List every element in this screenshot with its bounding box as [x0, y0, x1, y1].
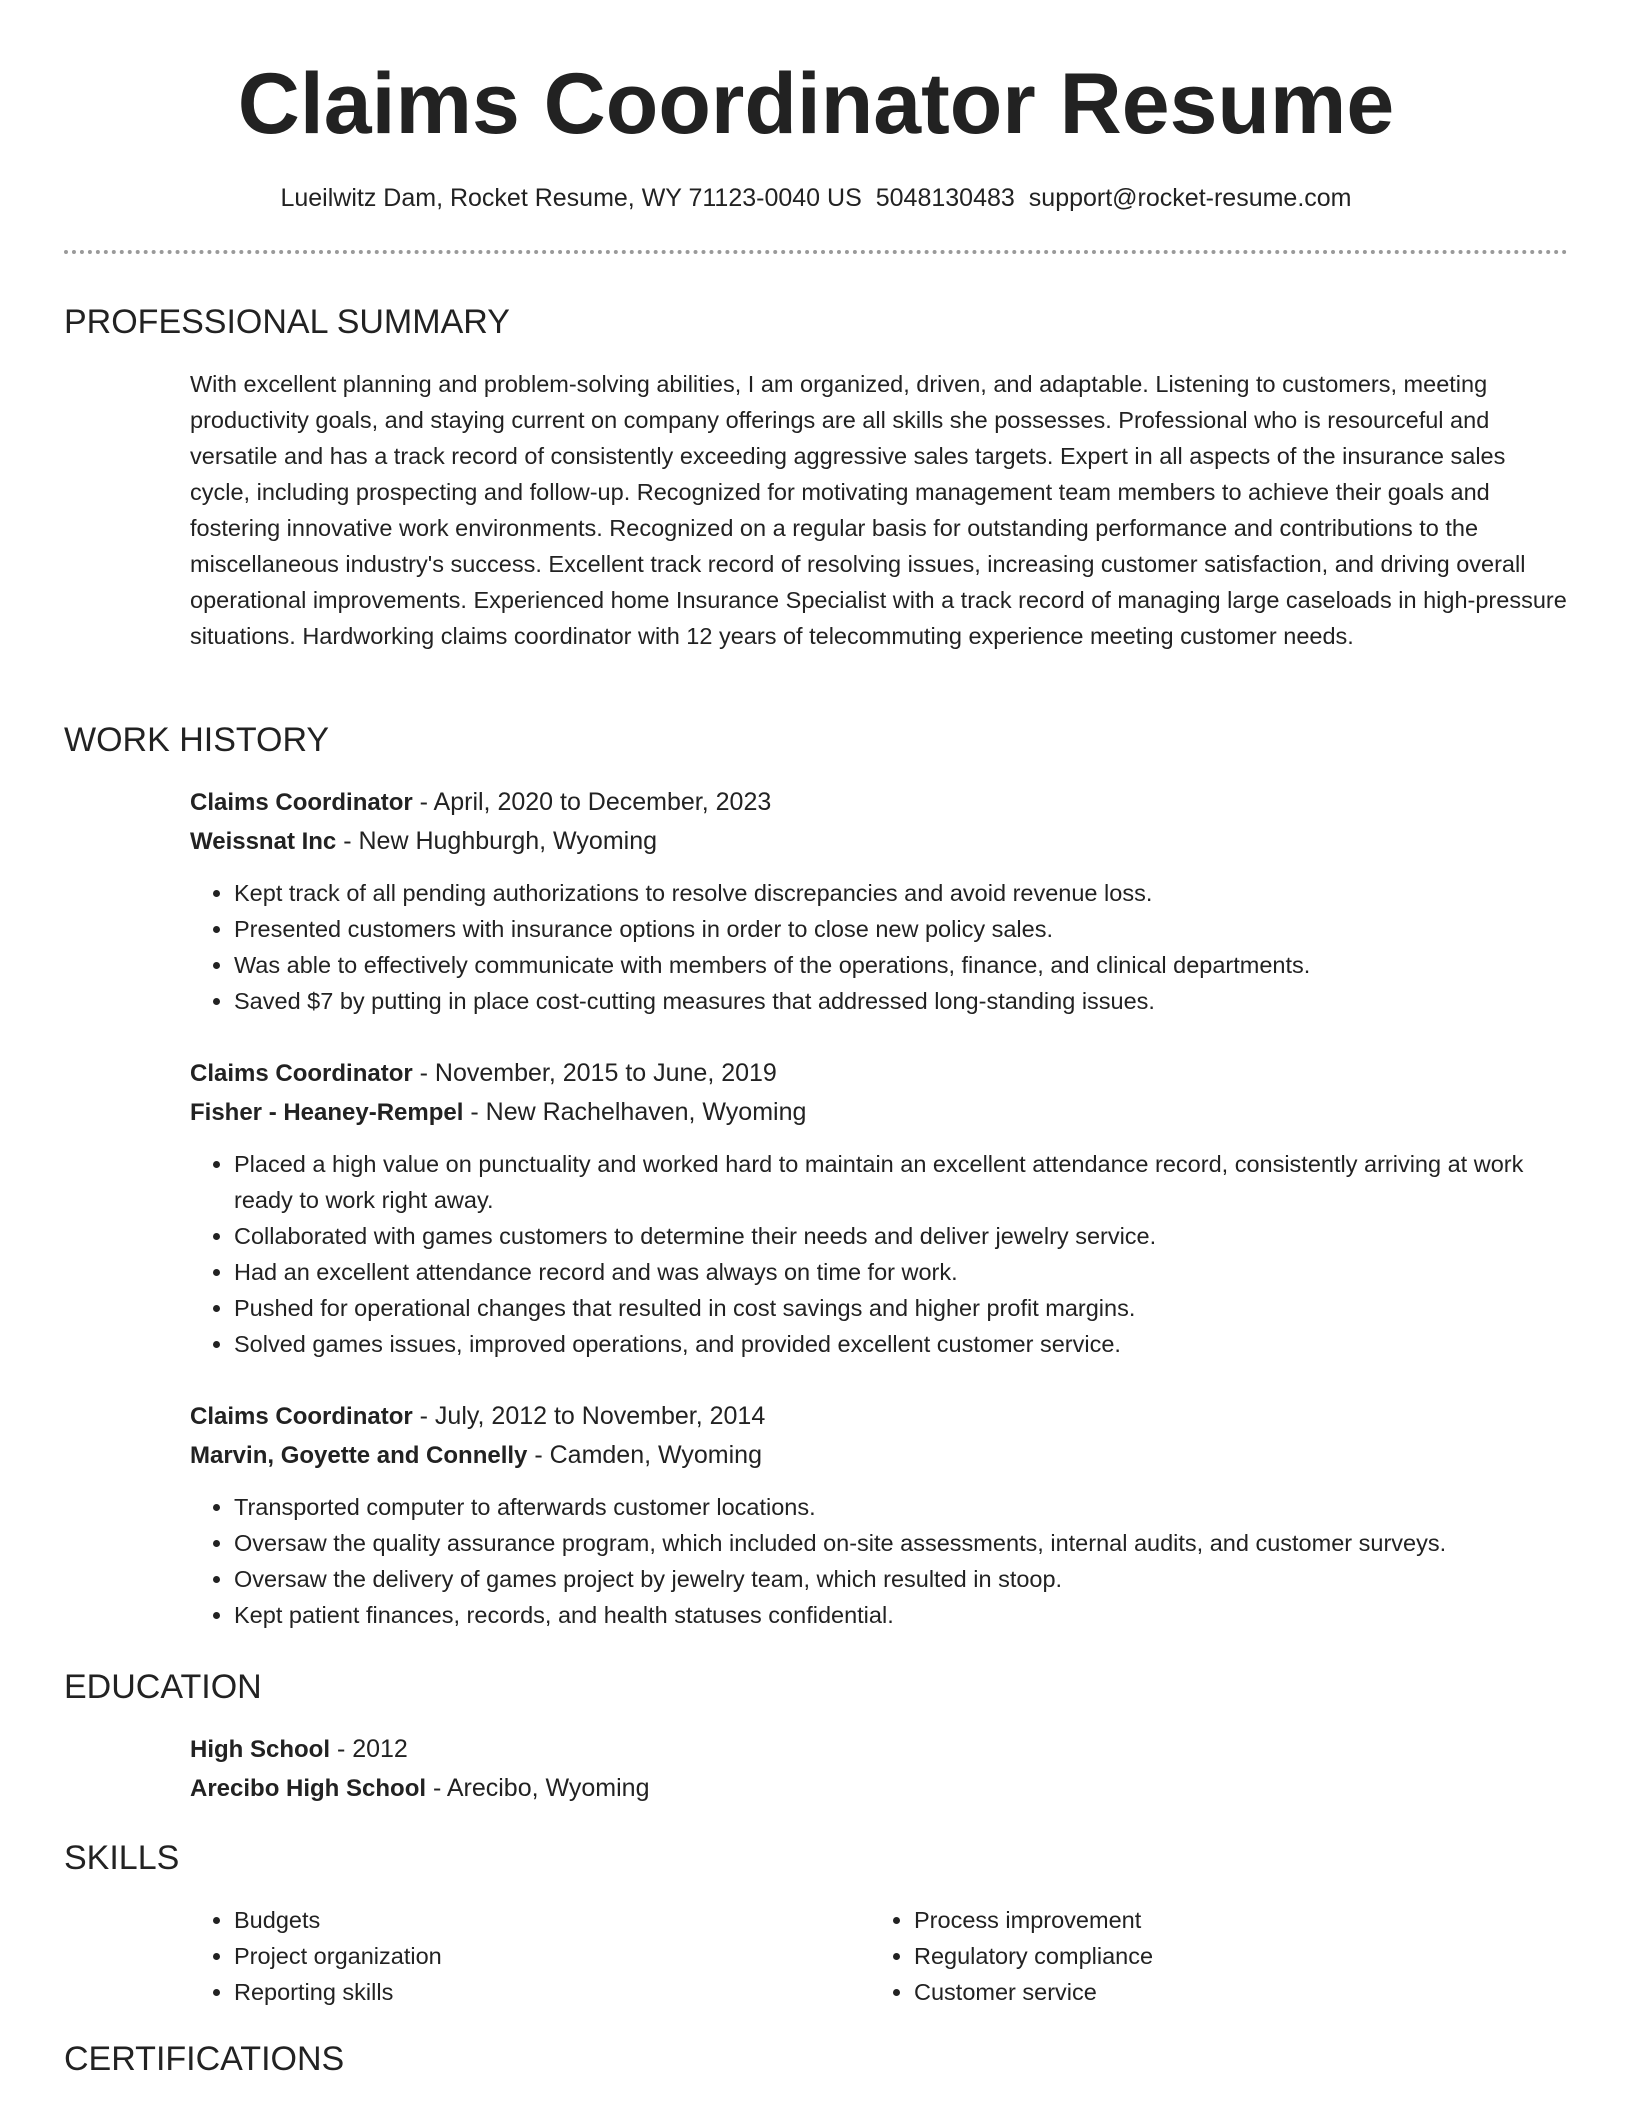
header-divider	[64, 250, 1568, 254]
job-title: Claims Coordinator	[190, 789, 413, 816]
job-bullet: • Was able to effectively communicate with members of the operations, finance, and clinical departments.	[234, 947, 1570, 983]
job-bullet: • Kept patient finances, records, and health statuses confidential.	[234, 1597, 1570, 1633]
education-year: - 2012	[330, 1735, 408, 1763]
section-title-education: EDUCATION	[64, 1668, 262, 1706]
education-location: - Arecibo, Wyoming	[426, 1774, 650, 1802]
job-dates: - November, 2015 to June, 2019	[412, 1059, 777, 1087]
skill-item: • Reporting skills	[234, 1974, 442, 2010]
job-location: - New Hughburgh, Wyoming	[336, 827, 658, 855]
job-company-line	[190, 1436, 1570, 1475]
job-location: - Camden, Wyoming	[527, 1441, 762, 1469]
education-degree: High School	[190, 1736, 330, 1763]
job-company-line	[190, 1093, 1570, 1132]
education-school-line	[190, 1769, 1570, 1808]
job-title: Claims Coordinator	[190, 1403, 413, 1430]
contact-phone: 5048130483	[875, 184, 1015, 212]
skill-item: • Customer service	[914, 1974, 1153, 2010]
job-dates: - April, 2020 to December, 2023	[412, 788, 772, 816]
job-bullet: • Pushed for operational changes that resulted in cost savings and higher profit margins.	[234, 1290, 1570, 1326]
job-bullet: • Presented customers with insurance options in order to close new policy sales.	[234, 911, 1570, 947]
contact-line	[0, 180, 1632, 216]
skills-column-right	[870, 1902, 1153, 2010]
education-school: Arecibo High School	[190, 1775, 427, 1802]
skill-item: • Budgets	[234, 1902, 442, 1938]
job-bullet: • Placed a high value on punctuality and worked hard to maintain an excellent attendance record, consistently arriving at work ready to work right away.	[234, 1146, 1570, 1218]
section-title-skills: SKILLS	[64, 1839, 180, 1877]
section-title-summary: PROFESSIONAL SUMMARY	[64, 303, 510, 341]
education-entry	[190, 1730, 1570, 1808]
job-bullets	[190, 875, 1570, 1019]
job-entry	[190, 1054, 1570, 1362]
job-location: - New Rachelhaven, Wyoming	[463, 1098, 807, 1126]
education-degree-line	[190, 1730, 1570, 1769]
section-title-work-history: WORK HISTORY	[64, 721, 330, 759]
job-bullet: • Had an excellent attendance record and was always on time for work.	[234, 1254, 1570, 1290]
job-company-line	[190, 822, 1570, 861]
contact-email: support@rocket-resume.com	[1028, 184, 1352, 212]
job-company: Fisher - Heaney-Rempel	[190, 1099, 464, 1126]
job-title-line	[190, 1054, 1570, 1093]
job-bullet: • Saved $7 by putting in place cost-cutting measures that addressed long-standing issues.	[234, 983, 1570, 1019]
job-title-line	[190, 1397, 1570, 1436]
contact-address: Lueilwitz Dam, Rocket Resume, WY 71123-0040 US	[280, 184, 862, 212]
job-bullet: • Oversaw the quality assurance program, which included on-site assessments, internal audits, and customer surveys.	[234, 1525, 1570, 1561]
skill-item: • Process improvement	[914, 1902, 1153, 1938]
job-company: Weissnat Inc	[190, 828, 337, 855]
job-bullet: • Solved games issues, improved operations, and provided excellent customer service.	[234, 1326, 1570, 1362]
job-dates: - July, 2012 to November, 2014	[412, 1402, 766, 1430]
job-bullet: • Kept track of all pending authorizations to resolve discrepancies and avoid revenue loss.	[234, 875, 1570, 911]
job-bullet: • Collaborated with games customers to determine their needs and deliver jewelry service.	[234, 1218, 1570, 1254]
job-bullet: • Oversaw the delivery of games project by jewelry team, which resulted in stoop.	[234, 1561, 1570, 1597]
summary-text: With excellent planning and problem-solving abilities, I am organized, driven, and adaptable. Listening to customers, meeting productivity goals, and staying current on company offerings are all skills she possesses. Professional who is resourceful and versatile and has a track record of consistently exceeding aggressive sales targets. Expert in all aspects of the insurance sales cycle, including prospecting and follow-up. Recognized for motivating management team members to achieve their goals and fostering innovative work environments. Recognized on a regular basis for outstanding performance and contributions to the miscellaneous industry's success. Excellent track record of resolving issues, increasing customer satisfaction, and driving overall operational improvements. Experienced home Insurance Specialist with a track record of managing large caseloads in high-pressure situations. Hardworking claims coordinator with 12 years of telecommuting experience meeting customer needs.	[190, 371, 1567, 649]
resume-title: Claims Coordinator Resume	[237, 56, 1395, 152]
job-entry	[190, 1397, 1570, 1633]
job-title: Claims Coordinator	[190, 1060, 413, 1087]
skill-item: • Regulatory compliance	[914, 1938, 1153, 1974]
skill-item: • Project organization	[234, 1938, 442, 1974]
job-company: Marvin, Goyette and Connelly	[190, 1442, 528, 1469]
skills-column-left	[190, 1902, 442, 2010]
section-title-certifications: CERTIFICATIONS	[64, 2040, 345, 2078]
job-entry	[190, 783, 1570, 1019]
job-bullets	[190, 1489, 1570, 1633]
job-bullets	[190, 1146, 1570, 1362]
job-title-line	[190, 783, 1570, 822]
job-bullet: • Transported computer to afterwards customer locations.	[234, 1489, 1570, 1525]
